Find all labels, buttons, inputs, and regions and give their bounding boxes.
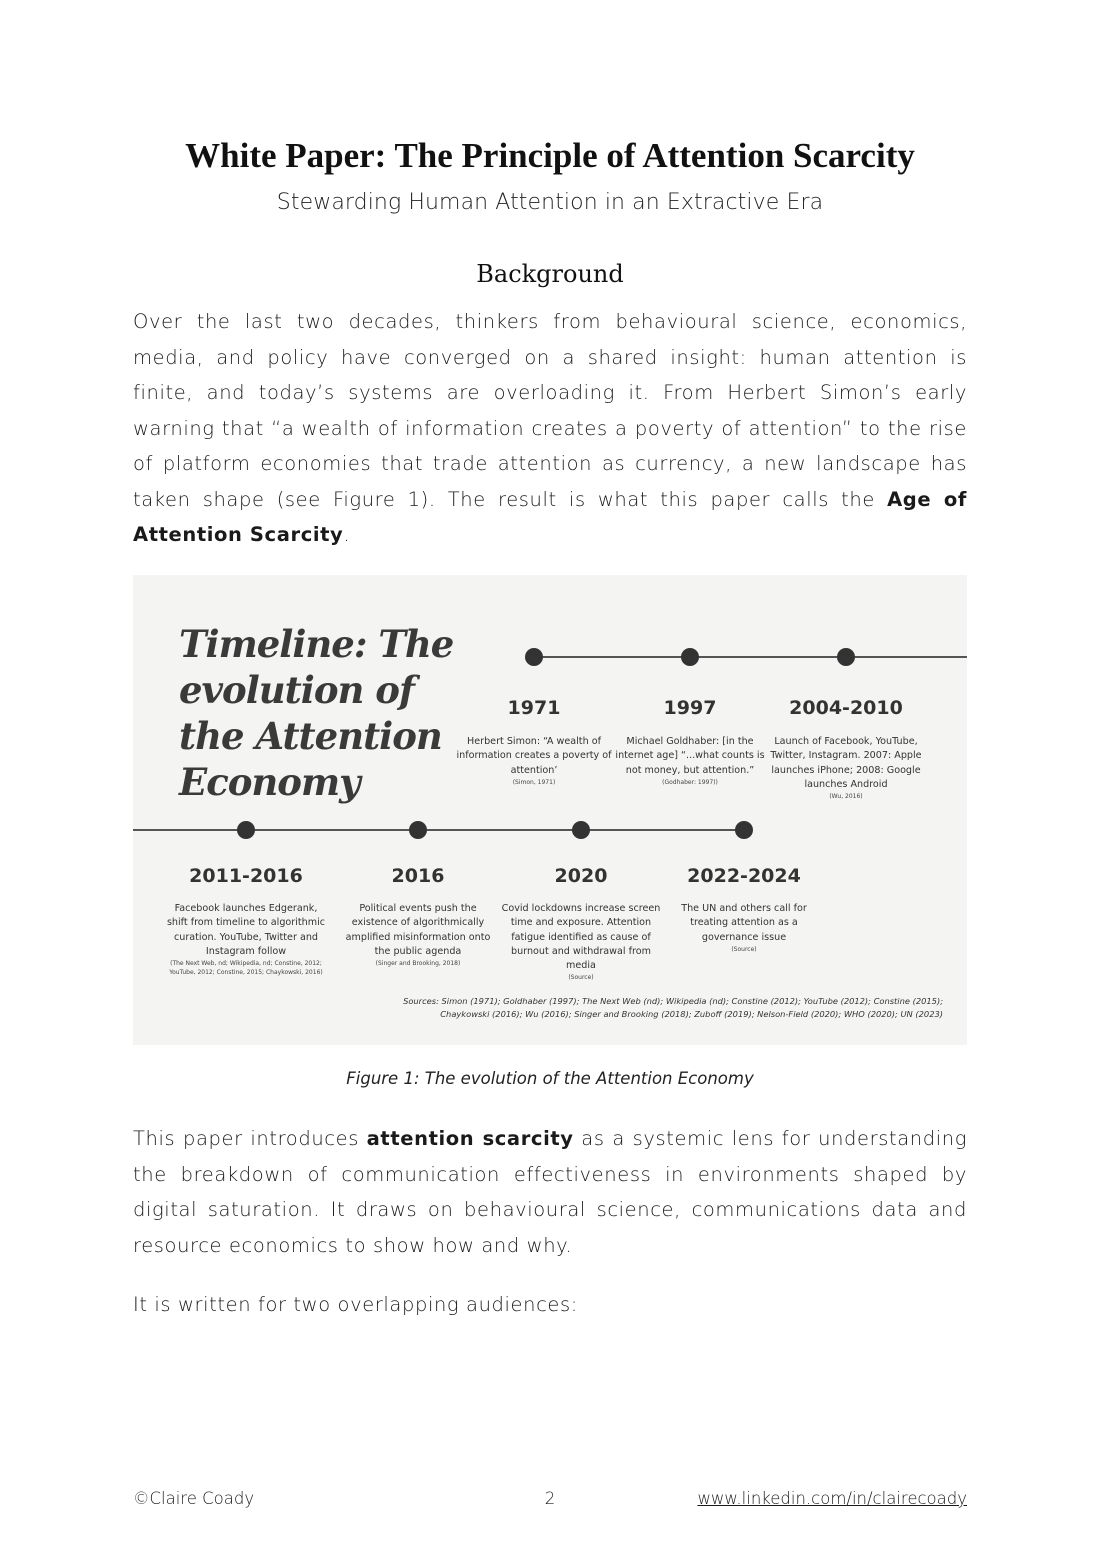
timeline-figure: [133, 575, 967, 1045]
paragraph-background: [133, 304, 967, 553]
event-description: [501, 902, 661, 982]
figure-sources: Sources: Simon (1971); Goldhaber (1997); The Next Web (nd); Wikipedia (nd); Constine (2012); YouTube (2012); Constine (2015); Chaykowski (2016); Wu (2016); Singer and Brooking (2018); Zuboff (2019); Nelson-Field (2020); WHO (2020); UN (2023): [403, 996, 943, 1019]
event-text: Herbert Simon: “A wealth of information creates a poverty of attention’: [456, 736, 612, 776]
event-year: 1997: [663, 697, 717, 719]
event-citation: (Singer and Brooking, 2018): [375, 960, 461, 968]
timeline-line-upper: [534, 656, 967, 658]
event-citation: (The Next Web, nd; Wikipedia, nd; Constine, 2012; YouTube, 2012; Constine, 2015; Chaykowski, 2016): [169, 960, 323, 977]
footer-page-number: 2: [544, 1489, 556, 1508]
event-citation: (Wu, 2016): [829, 793, 863, 801]
event-year: 2020: [554, 865, 608, 887]
paragraph-end: .: [343, 523, 351, 546]
timeline-dot-2004-2010: [837, 648, 855, 666]
event-year: 2004-2010: [789, 697, 903, 719]
timeline-dot-2016: [409, 821, 427, 839]
paragraph-audiences: It is written for two overlapping audiences:: [133, 1293, 578, 1316]
timeline-dot-2011-2016: [237, 821, 255, 839]
timeline-line-lower: [133, 829, 744, 831]
event-year: 2011-2016: [189, 865, 303, 887]
event-text: Covid lockdowns increase screen time and exposure. Attention fatigue identified as cause of burnout and withdrawal from media: [501, 903, 661, 972]
emphasis-attention-scarcity: attention scarcity: [366, 1127, 574, 1150]
event-citation: (Source): [731, 945, 757, 953]
event-citation: (Simon, 1971): [512, 778, 556, 786]
event-text: Political events push the existence of algorithmically amplified misinformation onto the public agenda: [345, 903, 491, 957]
timeline-dot-1997: [681, 648, 699, 666]
paragraph-text: Over the last two decades, thinkers from behavioural science, economics, media, and policy have converged on a shared insight: human attention is finite, and today’s systems are overloading it. From Herbert Simon’s early warning that “a wealth of information creates a poverty of attention” to the rise of platform economies that trade attention as currency, a new landscape has taken shape (see Figure 1). The result is what this paper calls the: [133, 310, 967, 511]
timeline-dot-2020: [572, 821, 590, 839]
footer-author: ©Claire Coady: [133, 1489, 255, 1508]
event-description: [166, 902, 326, 977]
section-heading: Background: [476, 260, 624, 288]
event-description: [664, 902, 824, 954]
event-description: [610, 735, 770, 787]
event-year: 2016: [391, 865, 445, 887]
event-description: [454, 735, 614, 787]
emphasis-age-of-attention-scarcity: Age of Attention Scarcity: [133, 487, 967, 546]
footer-linkedin-link[interactable]: www.linkedin.com/in/clairecoady: [697, 1489, 967, 1508]
timeline-dot-2022-2024: [735, 821, 753, 839]
event-text: Launch of Facebook, YouTube, Twitter, Instagram. 2007: Apple launches iPhone; 2008: Google launches Android: [770, 736, 922, 790]
event-year: 2022-2024: [687, 865, 801, 887]
figure-title: Timeline: The evolution of the Attention Economy: [179, 622, 454, 804]
paragraph-introduction: [133, 1121, 967, 1263]
paragraph-text: as a systemic lens for understanding the breakdown of communication effectiveness in environments shaped by digital saturation. It draws on behavioural science, communications data and resource economics to show how and why.: [133, 1127, 967, 1257]
event-text: The UN and others call for treating attention as a governance issue: [681, 903, 807, 943]
paragraph-text: This paper introduces: [133, 1127, 367, 1150]
document-title: White Paper: The Principle of Attention Scarcity: [185, 136, 915, 175]
figure-caption: Figure 1: The evolution of the Attention Economy: [346, 1069, 754, 1088]
event-text: Michael Goldhaber: [in the internet age] “...what counts is not money, but attention.”: [615, 736, 765, 776]
event-description: [766, 735, 926, 801]
event-text: Facebook launches Edgerank, shift from timeline to algorithmic curation. YouTube, Twitter and Instagram follow: [166, 903, 326, 957]
document-subtitle: Stewarding Human Attention in an Extractive Era: [276, 190, 824, 215]
event-citation: (Godhaber: 1997)): [662, 778, 718, 786]
event-citation: (Source): [568, 974, 594, 982]
timeline-dot-1971: [525, 648, 543, 666]
event-description: [338, 902, 498, 968]
event-year: 1971: [507, 697, 561, 719]
